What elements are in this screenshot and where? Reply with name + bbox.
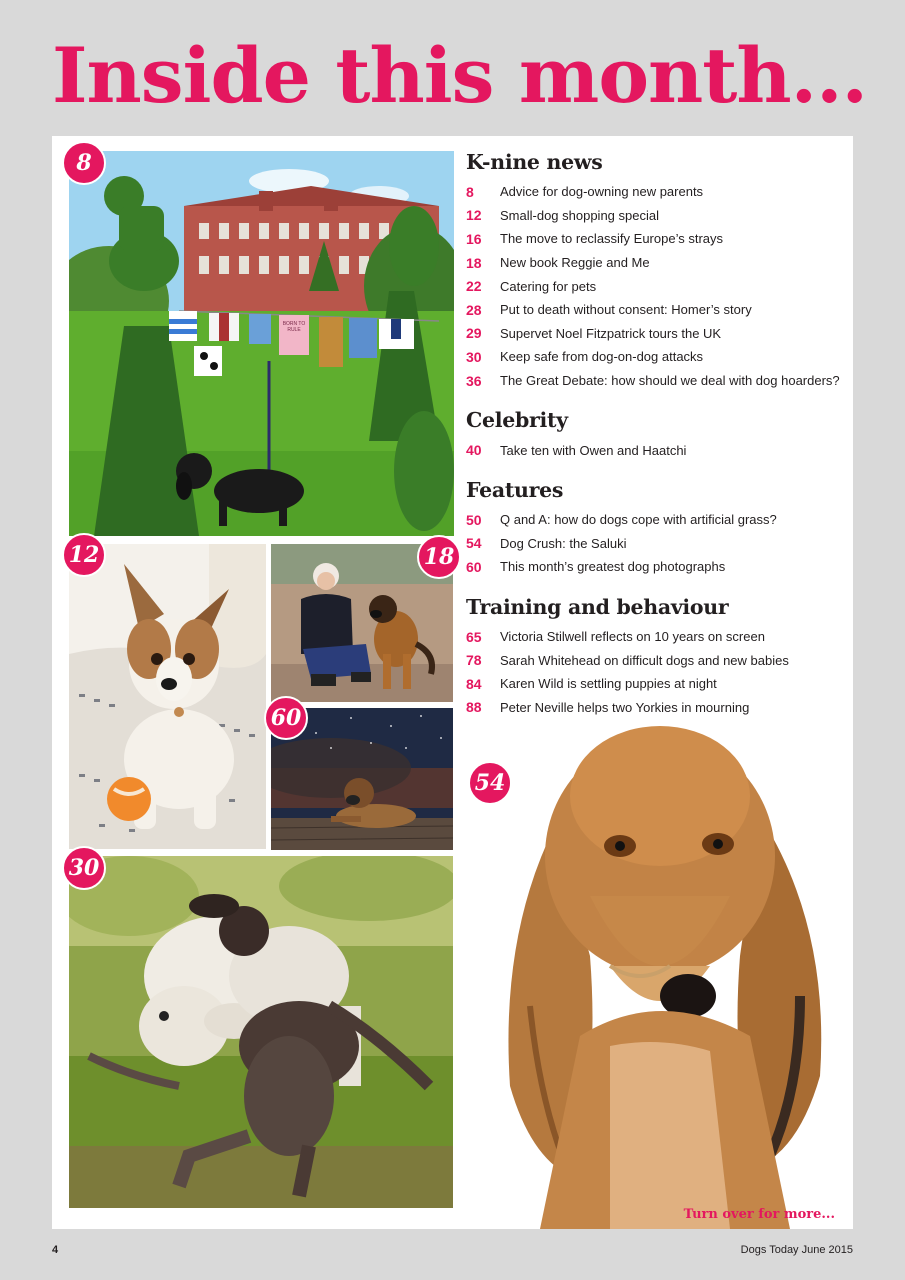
toc-entry-title: Karen Wild is settling puppies at night bbox=[500, 676, 717, 692]
toc-page-number: 78 bbox=[466, 652, 482, 669]
toc-entry bbox=[466, 298, 846, 322]
toc-page-number: 29 bbox=[466, 325, 482, 342]
section-list-features bbox=[466, 508, 846, 579]
page-badge-12: 12 bbox=[62, 533, 106, 577]
toc-entry-title: Catering for pets bbox=[500, 278, 597, 294]
toc-entry bbox=[466, 648, 846, 672]
toc-entry-title: Take ten with Owen and Haatchi bbox=[500, 442, 687, 458]
folio-page-number: 4 bbox=[52, 1244, 59, 1256]
page-badge-18: 18 bbox=[417, 535, 461, 579]
toc-entry-title: Advice for dog-owning new parents bbox=[500, 184, 704, 200]
toc-entry bbox=[466, 672, 846, 696]
toc-entry bbox=[466, 369, 846, 393]
toc-page-number: 54 bbox=[466, 535, 482, 552]
papillon-photo bbox=[69, 544, 266, 849]
table-of-contents bbox=[466, 150, 846, 735]
toc-page-number: 28 bbox=[466, 301, 482, 318]
saluki-photo bbox=[460, 706, 853, 1229]
toc-page-number: 22 bbox=[466, 278, 482, 295]
toc-entry bbox=[466, 532, 846, 556]
dogs-playing-photo bbox=[69, 856, 453, 1208]
page-badge-60: 60 bbox=[264, 696, 308, 740]
toc-entry bbox=[466, 696, 846, 720]
toc-page-number: 84 bbox=[466, 675, 482, 692]
page-badge-8: 8 bbox=[62, 141, 106, 185]
toc-entry-title: New book Reggie and Me bbox=[500, 255, 650, 271]
toc-page-number: 16 bbox=[466, 230, 482, 247]
section-heading-features: Features bbox=[466, 477, 564, 502]
toc-entry-title: The move to reclassify Europe’s strays bbox=[500, 231, 724, 247]
toc-entry-title: Put to death without consent: Homer’s story bbox=[500, 302, 752, 318]
page-title: Inside this month... bbox=[52, 31, 867, 120]
folio-issue: Dogs Today June 2015 bbox=[740, 1244, 853, 1256]
toc-entry-title: Q and A: how do dogs cope with artificial grass? bbox=[500, 512, 777, 528]
section-list-training bbox=[466, 625, 846, 719]
toc-page-number: 30 bbox=[466, 348, 482, 365]
toc-entry bbox=[466, 438, 846, 462]
toc-entry-title: This month’s greatest dog photographs bbox=[500, 559, 726, 575]
section-heading-kenine-news: K-nine news bbox=[466, 150, 603, 174]
toc-entry bbox=[466, 180, 846, 204]
toc-page-number: 36 bbox=[466, 372, 482, 389]
toc-page-number: 18 bbox=[466, 254, 482, 271]
toc-entry bbox=[466, 274, 846, 298]
section-list-kenine-news bbox=[466, 180, 846, 392]
toc-entry-title: Victoria Stilwell reflects on 10 years on screen bbox=[500, 629, 765, 645]
toc-entry-title: Peter Neville helps two Yorkies in mourning bbox=[500, 699, 750, 715]
page-badge-30: 30 bbox=[62, 846, 106, 890]
toc-entry bbox=[466, 322, 846, 346]
toc-page-number: 12 bbox=[466, 207, 482, 224]
toc-entry bbox=[466, 625, 846, 649]
toc-entry-title: Sarah Whitehead on difficult dogs and new babies bbox=[500, 652, 789, 668]
toc-entry-title: Supervet Noel Fitzpatrick tours the UK bbox=[500, 325, 722, 341]
born-to-rule-label: BORN TO RULE bbox=[282, 321, 306, 333]
topiary-palace-photo bbox=[69, 151, 454, 536]
toc-entry-title: Keep safe from dog-on-dog attacks bbox=[500, 349, 704, 365]
turn-over-link[interactable]: Turn over for more... bbox=[683, 1207, 835, 1222]
toc-entry bbox=[466, 508, 846, 532]
section-list-celebrity bbox=[466, 438, 846, 462]
toc-page-number: 8 bbox=[466, 183, 474, 200]
section-heading-celebrity: Celebrity bbox=[466, 408, 568, 433]
section-heading-training: Training and behaviour bbox=[466, 594, 729, 619]
toc-entry bbox=[466, 227, 846, 251]
toc-page-number: 65 bbox=[466, 628, 482, 645]
toc-page-number: 60 bbox=[466, 558, 482, 575]
toc-page-number: 50 bbox=[466, 511, 482, 528]
toc-entry-title: Small-dog shopping special bbox=[500, 207, 659, 223]
toc-entry bbox=[466, 555, 846, 579]
page-badge-54: 54 bbox=[468, 761, 512, 805]
toc-page-number: 40 bbox=[466, 442, 482, 459]
toc-entry bbox=[466, 345, 846, 369]
toc-entry bbox=[466, 251, 846, 275]
toc-entry bbox=[466, 204, 846, 228]
toc-page-number: 88 bbox=[466, 699, 482, 716]
toc-entry-title: Dog Crush: the Saluki bbox=[500, 535, 627, 551]
toc-entry-title: The Great Debate: how should we deal with dog hoarders? bbox=[500, 373, 840, 389]
